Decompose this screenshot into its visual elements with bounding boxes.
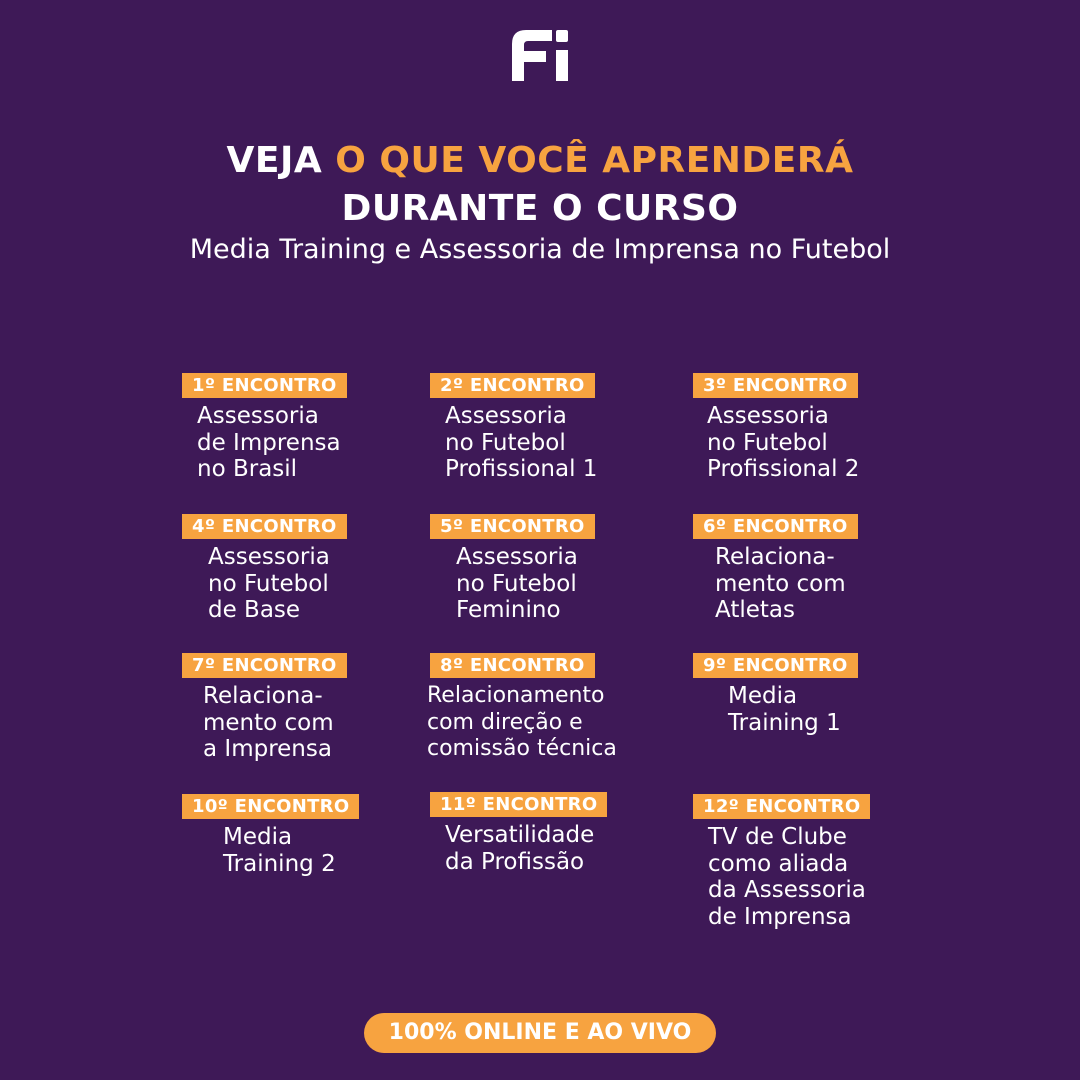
module-badge: 3º ENCONTRO: [693, 373, 858, 398]
module-topic: Assessoria no Futebol Feminino: [456, 544, 578, 623]
module-card: [182, 514, 347, 624]
module-topic: Media Training 1: [728, 683, 841, 736]
module-topic: Relacionamento com direção e comissão técnica: [427, 683, 617, 761]
module-topic: Relaciona- mento com Atletas: [715, 544, 846, 623]
module-card: [182, 373, 347, 483]
headline-line-1: VEJA O QUE VOCÊ APRENDERÁ: [226, 140, 854, 181]
module-topic: Relaciona- mento com a Imprensa: [203, 683, 334, 762]
fi-logo-icon: [510, 28, 570, 83]
module-badge: 11º ENCONTRO: [430, 792, 607, 817]
module-card: [182, 653, 347, 763]
module-card: [693, 514, 858, 624]
module-badge: 12º ENCONTRO: [693, 794, 870, 819]
course-subtitle: Media Training e Assessoria de Imprensa no Futebol: [189, 234, 891, 265]
module-badge: 5º ENCONTRO: [430, 514, 595, 539]
module-topic: Media Training 2: [223, 824, 336, 877]
module-topic: Assessoria no Futebol Profissional 2: [707, 403, 860, 482]
module-badge: 4º ENCONTRO: [182, 514, 347, 539]
headline-highlight: O QUE VOCÊ APRENDERÁ: [335, 140, 854, 181]
module-card: [693, 794, 870, 930]
module-topic: Versatilidade da Profissão: [445, 822, 595, 875]
module-badge: 1º ENCONTRO: [182, 373, 347, 398]
module-badge: 7º ENCONTRO: [182, 653, 347, 678]
module-badge: 8º ENCONTRO: [430, 653, 595, 678]
module-badge: 9º ENCONTRO: [693, 653, 858, 678]
module-card: [430, 514, 595, 624]
module-badge: 10º ENCONTRO: [182, 794, 359, 819]
module-badge: 2º ENCONTRO: [430, 373, 595, 398]
module-card: [693, 373, 859, 483]
module-card: [430, 792, 607, 875]
module-badge: 6º ENCONTRO: [693, 514, 858, 539]
module-card: [693, 653, 858, 736]
headline-line-2: DURANTE O CURSO: [341, 188, 739, 229]
module-topic: Assessoria de Imprensa no Brasil: [197, 403, 341, 482]
module-topic: Assessoria no Futebol Profissional 1: [445, 403, 598, 482]
module-card: [427, 653, 617, 763]
module-card: [182, 794, 359, 877]
module-topic: Assessoria no Futebol de Base: [208, 544, 330, 623]
module-topic: TV de Clube como aliada da Assessoria de Imprensa: [708, 824, 866, 930]
online-live-badge: 100% ONLINE E AO VIVO: [364, 1013, 716, 1053]
module-card: [430, 373, 597, 483]
